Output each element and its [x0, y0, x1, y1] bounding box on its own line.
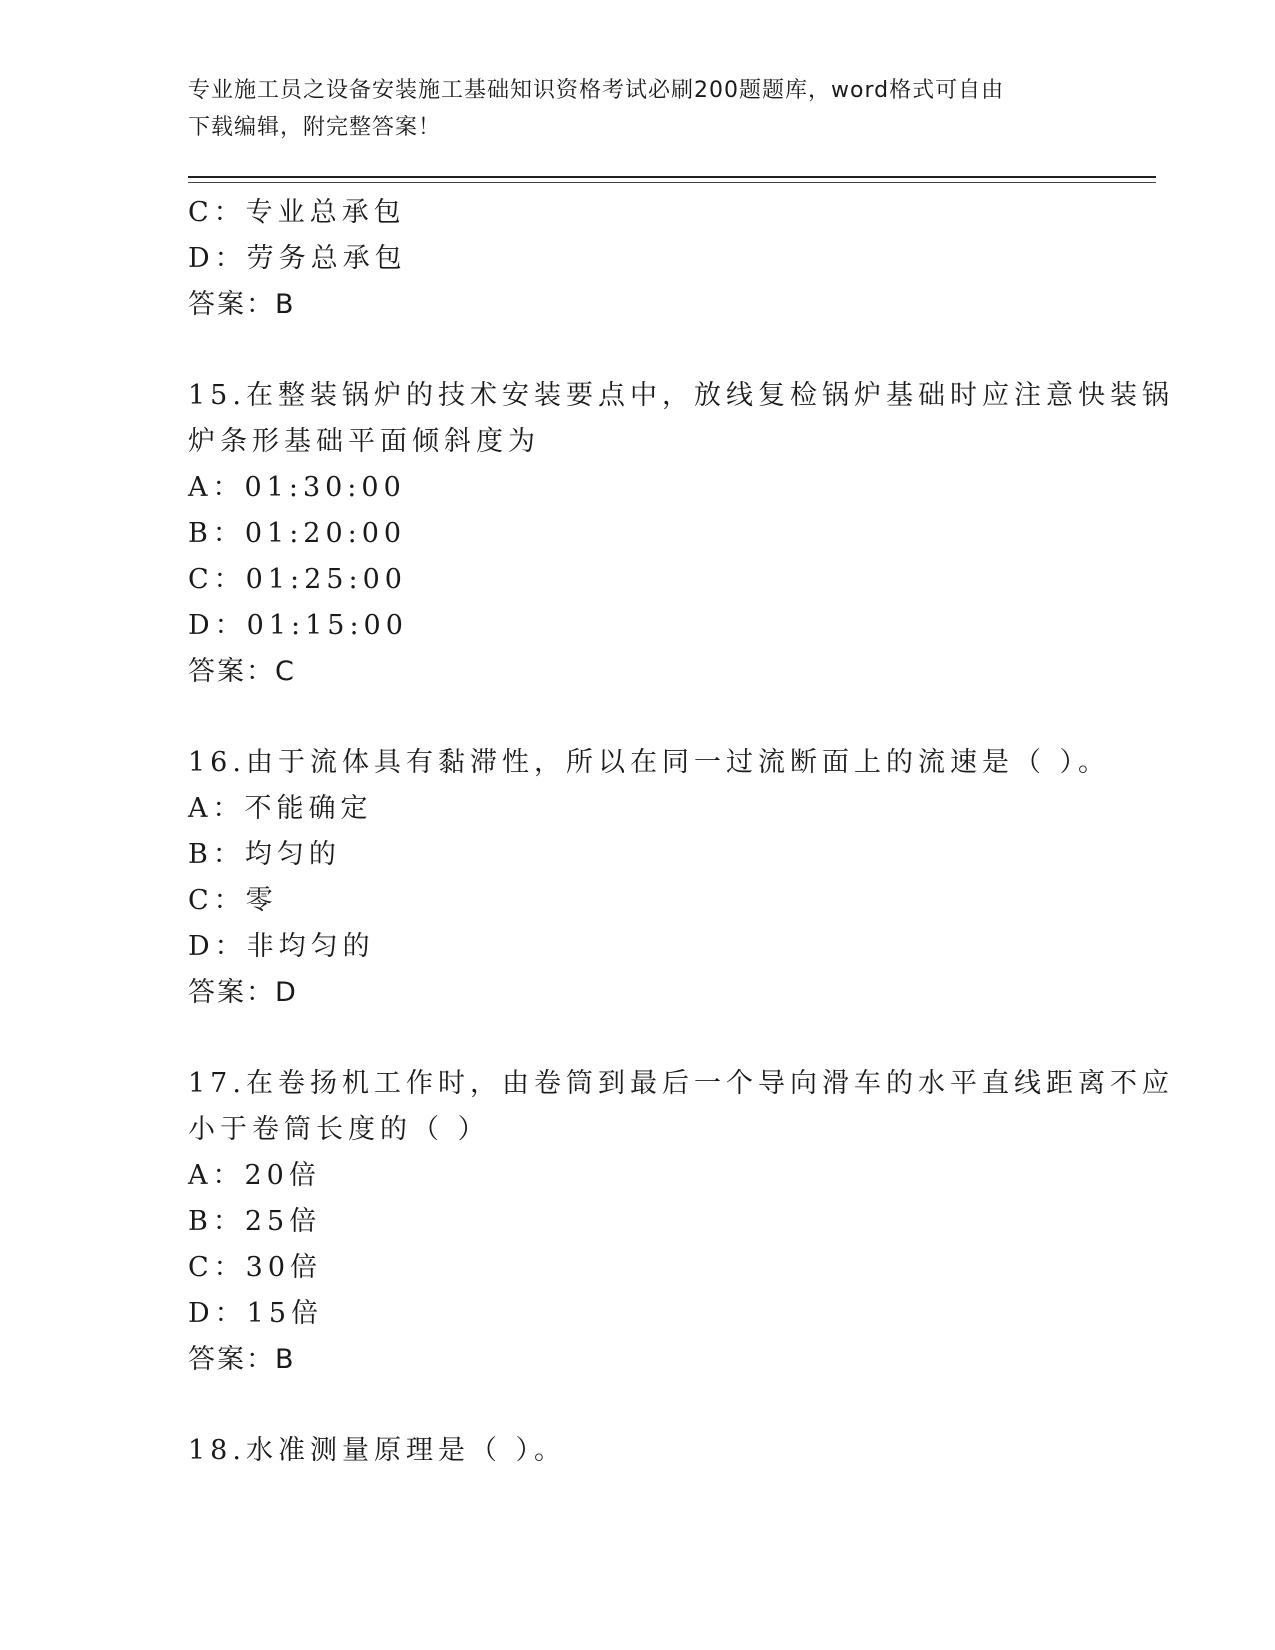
option-b: B：均匀的 [188, 839, 341, 870]
answer-line: 答案：B [188, 289, 296, 320]
option-a: A：20倍 [188, 1160, 321, 1191]
option-d: D：15倍 [188, 1298, 324, 1329]
question-stem: 15.在整装锅炉的技术安装要点中，放线复检锅炉基础时应注意快装锅 [188, 380, 1174, 411]
option-c: C：30倍 [188, 1252, 323, 1283]
question-stem: 17.在卷扬机工作时，由卷筒到最后一个导向滑车的水平直线距离不应 [188, 1068, 1174, 1099]
question-block [188, 373, 1174, 695]
answer-line: 答案：D [188, 977, 298, 1008]
question-spacer [188, 328, 1088, 373]
option-d: D：非均匀的 [188, 931, 375, 962]
question-stem: 炉条形基础平面倾斜度为 [188, 426, 540, 457]
answer-line: 答案：C [188, 656, 296, 687]
option-c: C：01:25:00 [188, 564, 407, 595]
question-spacer [188, 695, 1088, 740]
option-d: D：劳务总承包 [188, 243, 407, 274]
option-c: C：专业总承包 [188, 197, 406, 228]
question-list [188, 190, 1174, 1474]
header-divider-thin [188, 182, 1156, 183]
question-block [188, 1061, 1174, 1383]
question-stem: 16.由于流体具有黏滞性，所以在同一过流断面上的流速是（ ）。 [188, 747, 1111, 778]
question-block [188, 740, 1111, 1016]
question-spacer [188, 1383, 1088, 1428]
header-divider-thick [188, 176, 1156, 178]
option-a: A：不能确定 [188, 793, 373, 824]
question-stem: 18.水准测量原理是（ ）。 [188, 1435, 567, 1466]
question-spacer [188, 1016, 1088, 1061]
question-block [188, 1428, 1088, 1474]
option-a: A：01:30:00 [188, 472, 406, 503]
option-d: D：01:15:00 [188, 610, 408, 641]
continued-question [188, 190, 1088, 328]
option-c: C：零 [188, 885, 278, 916]
question-stem: 小于卷筒长度的（ ） [188, 1114, 490, 1145]
document-header: 专业施工员之设备安装施工基础知识资格考试必刷200题题库，word格式可自由 下载编辑，附完整答案！ [188, 78, 1005, 140]
option-b: B：25倍 [188, 1206, 322, 1237]
option-b: B：01:20:00 [188, 518, 407, 549]
answer-line: 答案：B [188, 1344, 296, 1375]
